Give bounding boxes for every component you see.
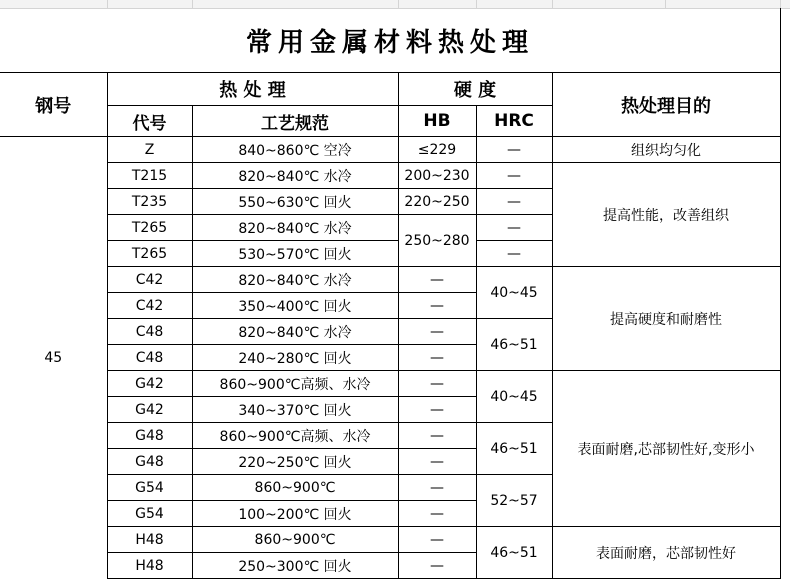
header-steel[interactable]: 钢号 bbox=[0, 73, 107, 137]
spec-cell[interactable]: 860~900℃ bbox=[192, 527, 398, 553]
header-hardness[interactable]: 硬 度 bbox=[398, 73, 552, 106]
hb-cell[interactable]: 220~250 bbox=[398, 189, 476, 215]
hb-cell[interactable]: — bbox=[398, 475, 476, 501]
header-hrc[interactable]: HRC bbox=[476, 106, 552, 137]
hrc-cell[interactable]: 52~57 bbox=[476, 475, 552, 527]
hrc-cell[interactable]: 46~51 bbox=[476, 319, 552, 371]
spec-cell[interactable]: 240~280℃ 回火 bbox=[192, 345, 398, 371]
spec-cell[interactable]: 220~250℃ 回火 bbox=[192, 449, 398, 475]
code-cell[interactable]: C42 bbox=[107, 293, 192, 319]
header-purpose[interactable]: 热处理目的 bbox=[552, 73, 780, 137]
hrc-cell[interactable]: — bbox=[476, 215, 552, 241]
spec-cell[interactable]: 100~200℃ 回火 bbox=[192, 501, 398, 527]
hb-cell[interactable]: — bbox=[398, 371, 476, 397]
header-heat-treatment[interactable]: 热 处 理 bbox=[107, 73, 398, 106]
hb-cell[interactable]: — bbox=[398, 319, 476, 345]
code-cell[interactable]: G48 bbox=[107, 423, 192, 449]
hb-cell[interactable]: 200~230 bbox=[398, 163, 476, 189]
spec-cell[interactable]: 530~570℃ 回火 bbox=[192, 241, 398, 267]
spec-cell[interactable]: 860~900℃ bbox=[192, 475, 398, 501]
purpose-cell[interactable]: 表面耐磨,芯部韧性好,变形小 bbox=[552, 371, 780, 527]
code-cell[interactable]: G48 bbox=[107, 449, 192, 475]
spec-cell[interactable]: 840~860℃ 空冷 bbox=[192, 137, 398, 163]
spec-cell[interactable]: 250~300℃ 回火 bbox=[192, 553, 398, 579]
spec-cell[interactable]: 350~400℃ 回火 bbox=[192, 293, 398, 319]
hrc-cell[interactable]: — bbox=[476, 137, 552, 163]
hb-cell[interactable]: — bbox=[398, 501, 476, 527]
hb-cell[interactable]: ≤229 bbox=[398, 137, 476, 163]
code-cell[interactable]: T215 bbox=[107, 163, 192, 189]
hb-cell[interactable]: — bbox=[398, 423, 476, 449]
code-cell[interactable]: T265 bbox=[107, 241, 192, 267]
hb-cell[interactable]: 250~280 bbox=[398, 215, 476, 267]
header-code[interactable]: 代号 bbox=[107, 106, 192, 137]
purpose-cell[interactable]: 组织均匀化 bbox=[552, 137, 780, 163]
purpose-cell[interactable]: 提高性能，改善组织 bbox=[552, 163, 780, 267]
code-cell[interactable]: G42 bbox=[107, 371, 192, 397]
spec-cell[interactable]: 550~630℃ 回火 bbox=[192, 189, 398, 215]
code-cell[interactable]: G42 bbox=[107, 397, 192, 423]
spec-cell[interactable]: 820~840℃ 水冷 bbox=[192, 215, 398, 241]
title-border bbox=[780, 8, 781, 72]
code-cell[interactable]: C42 bbox=[107, 267, 192, 293]
purpose-cell[interactable]: 提高硬度和耐磨性 bbox=[552, 267, 780, 371]
hb-cell[interactable]: — bbox=[398, 293, 476, 319]
purpose-cell[interactable]: 表面耐磨，芯部韧性好 bbox=[552, 527, 780, 579]
hrc-cell[interactable]: 46~51 bbox=[476, 423, 552, 475]
spec-cell[interactable]: 820~840℃ 水冷 bbox=[192, 267, 398, 293]
code-cell[interactable]: Z bbox=[107, 137, 192, 163]
hb-cell[interactable]: — bbox=[398, 267, 476, 293]
sheet-title[interactable]: 常用金属材料热处理 bbox=[245, 27, 534, 58]
hb-cell[interactable]: — bbox=[398, 527, 476, 553]
hrc-cell[interactable]: — bbox=[476, 189, 552, 215]
hrc-cell[interactable]: — bbox=[476, 163, 552, 189]
code-cell[interactable]: H48 bbox=[107, 527, 192, 553]
spec-cell[interactable]: 860~900℃高频、水冷 bbox=[192, 423, 398, 449]
hb-cell[interactable]: — bbox=[398, 553, 476, 579]
code-cell[interactable]: G54 bbox=[107, 475, 192, 501]
hb-cell[interactable]: — bbox=[398, 345, 476, 371]
spec-cell[interactable]: 820~840℃ 水冷 bbox=[192, 319, 398, 345]
code-cell[interactable]: T235 bbox=[107, 189, 192, 215]
spec-cell[interactable]: 340~370℃ 回火 bbox=[192, 397, 398, 423]
hrc-cell[interactable]: — bbox=[476, 241, 552, 267]
code-cell[interactable]: T265 bbox=[107, 215, 192, 241]
code-cell[interactable]: C48 bbox=[107, 345, 192, 371]
code-cell[interactable]: C48 bbox=[107, 319, 192, 345]
code-cell[interactable]: G54 bbox=[107, 501, 192, 527]
heat-treatment-table bbox=[0, 72, 781, 579]
spec-cell[interactable]: 860~900℃高频、水冷 bbox=[192, 371, 398, 397]
hb-cell[interactable]: — bbox=[398, 449, 476, 475]
header-spec[interactable]: 工艺规范 bbox=[192, 106, 398, 137]
code-cell[interactable]: H48 bbox=[107, 553, 192, 579]
hrc-cell[interactable]: 40~45 bbox=[476, 371, 552, 423]
hrc-cell[interactable]: 40~45 bbox=[476, 267, 552, 319]
steel-grade-cell[interactable]: 45 bbox=[0, 137, 107, 579]
hrc-cell[interactable]: 46~51 bbox=[476, 527, 552, 579]
spec-cell[interactable]: 820~840℃ 水冷 bbox=[192, 163, 398, 189]
hb-cell[interactable]: — bbox=[398, 397, 476, 423]
header-hb[interactable]: HB bbox=[398, 106, 476, 137]
